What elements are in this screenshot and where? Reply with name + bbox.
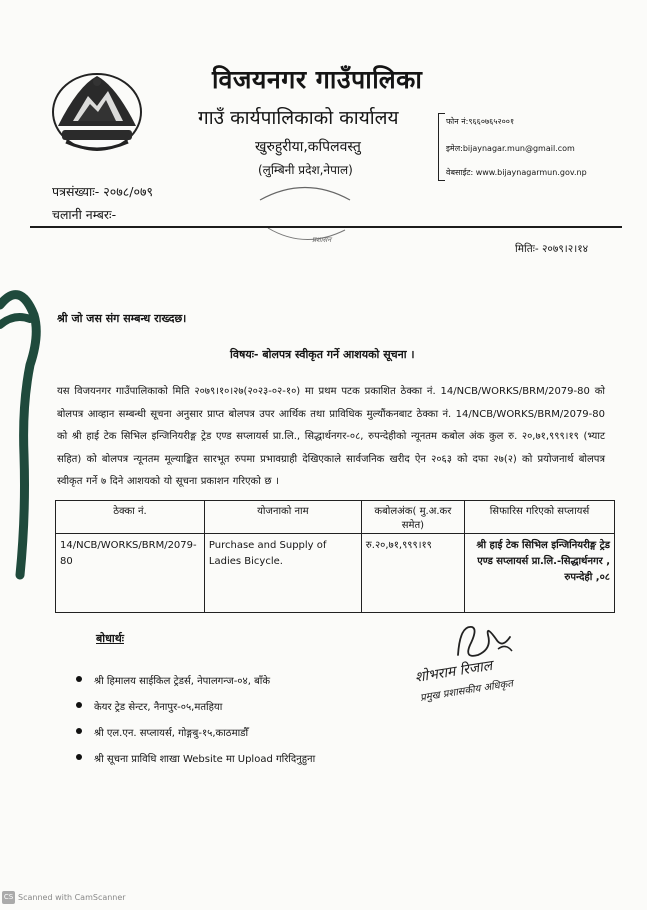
signatory-name: शोभराम रिजाल (413, 657, 494, 686)
recipient-text: केयर ट्रेड सेन्टर, नैनापुर-०५,मतहिया (94, 702, 223, 713)
list-item (76, 751, 315, 777)
office-name: गाउँ कार्यपालिकाको कार्यालय (198, 107, 399, 129)
recipient-text: श्री सूचना प्राविधि शाखा Website मा Upload गरिदिनुहुना (94, 754, 316, 765)
contact-email: इमेल:bijaynagar.mun@gmail.com (446, 144, 575, 153)
nepal-emblem-logo (48, 66, 146, 154)
recipient-text: श्री एल.एन. सप्लायर्स, गोङ्गबु-१५,काठमाडौँ (94, 728, 249, 739)
header-project-name: योजनाको नाम (204, 501, 361, 534)
bullet-icon (76, 676, 82, 682)
cell-supplier: श्री हाई टेक सिभिल इन्जिनियरीङ्ग ट्रेड एण्ड सप्लायर्स प्रा.लि.-सिद्धार्थनगर , रुपन्देही ,०८ (464, 534, 614, 613)
scanner-text: Scanned with CamScanner (18, 893, 126, 902)
stamp-text: प्रशासन (312, 236, 332, 244)
list-item (76, 725, 315, 751)
office-province: (लुम्बिनी प्रदेश,नेपाल) (258, 163, 353, 177)
cell-bid-amount: रु.२०,७१,९९९।१९ (361, 534, 464, 613)
header-divider (30, 226, 622, 228)
binding-cord (0, 285, 46, 585)
contact-phone: फोन नं:९६६०७६५२००१ (446, 117, 515, 126)
recipient-text: श्री हिमालय साईकिल ट्रेडर्स, नेपालगन्ज-०४, बाँके (94, 676, 271, 687)
subject-line: विषयः- बोलपत्र स्वीकृत गर्ने आशयको सूचना । (230, 348, 415, 361)
scanner-watermark (2, 891, 126, 904)
recipients-title: बोधार्थः (96, 632, 124, 645)
letter-number: पत्रसंख्याः- २०७८/०७९ (52, 184, 153, 199)
bullet-icon (76, 754, 82, 760)
list-item (76, 699, 315, 725)
tender-table (55, 500, 615, 613)
cell-contract-no: 14/NCB/WORKS/BRM/2079-80 (56, 534, 205, 613)
header-supplier: सिफारिस गरिएको सप्लायर्स (464, 501, 614, 534)
office-stamp (250, 180, 360, 250)
notice-body: यस विजयनगर गाउँपालिकाको मिति २०७९।१०।२७(२०२३-०२-१०) मा प्रथम पटक प्रकाशित ठेक्का नं. 14/NCB/WORKS/BRM/2079-80 को बोलपत्र आव्हान सम्बन्धी सूचना अनुसार प्राप्त बोलपत्र उपर आर्थिक तथा प्राविधिक मुल्यौंकनबाट ठेक्का नं. 14/NCB/WORKS/BRM/2079-80 को श्री हाई टेक सिभिल इन्जिनियरीङ्ग ट्रेड एण्ड सप्लायर्स प्रा.लि., सिद्धार्थनगर-०८, रुपन्देहीको न्यूनतम कबोल अंक कुल रु. २०,७१,९९९।१९ (भ्याट सहित) को बोलपत्र न्यूनतम मूल्याङ्कित सारभूत रुपमा प्रभावग्राही देखिएकाले सार्वजनिक खरीद ऐन २०६३ को दफा २७(२) को प्रयोजनार्थ बोलपत्र स्वीकृत गर्ने ७ दिने आशयको यो सूचना प्रकाशन गरिएको छ । (57, 386, 605, 487)
letter-date: मितिः- २०७९।२।१४ (515, 243, 589, 255)
recipients-list (76, 673, 315, 777)
list-item (76, 673, 315, 699)
bullet-icon (76, 728, 82, 734)
office-address: खुरुहुरीया,कपिलवस्तु (255, 139, 361, 155)
bullet-icon (76, 702, 82, 708)
contact-website: वेबसाईट: www.bijaynagarmun.gov.np (446, 168, 587, 177)
table-header-row (56, 501, 615, 534)
header-contract-no: ठेक्का नं. (56, 501, 205, 534)
dispatch-number: चलानी नम्बरः- (52, 207, 117, 222)
cell-project-name: Purchase and Supply of Ladies Bicycle. (204, 534, 361, 613)
header-bid-amount: कबोलअंक( मु.अ.कर समेत) (361, 501, 464, 534)
table-row (56, 534, 615, 613)
camscanner-icon: CS (2, 891, 15, 904)
org-name: विजयनगर गाउँपालिका (212, 65, 423, 94)
salutation: श्री जो जस संग सम्बन्ध राख्दछ। (57, 312, 187, 325)
signatory-title: प्रमुख प्रशासकीय अधिकृत (419, 678, 514, 704)
contact-bracket (438, 113, 445, 181)
